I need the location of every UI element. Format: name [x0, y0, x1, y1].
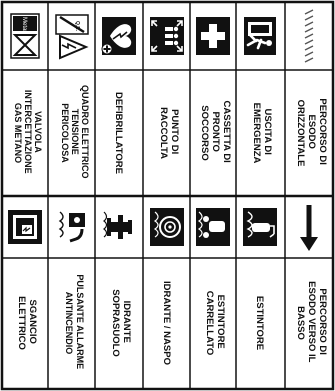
svg-text:Metano: Metano: [21, 17, 27, 38]
label-uscita-emergenza: USCITA DI EMERGENZA: [251, 102, 273, 164]
first-aid-cross-icon: [196, 17, 230, 55]
label-estintore: ESTINTORE: [254, 295, 265, 351]
underground-hydrant-icon: [102, 208, 136, 246]
label-sgancio-elettrico: SGANCIO ELETTRICO: [16, 296, 38, 350]
hatched-line-icon: [305, 10, 313, 62]
label-idrante-soprasuolo: IDRANTE SOPRASUOLO: [110, 289, 132, 357]
gas-valve-icon: [11, 14, 39, 58]
electrical-cutoff-icon: [8, 210, 42, 244]
label-percorso-basso: PERCORSO DI ESODO VERSO IL BASSO: [295, 281, 328, 363]
label-valvola-gas: VALVOLA INTERCETTAZIONE GAS METANO: [13, 89, 43, 174]
arrow-down-icon: [300, 205, 318, 251]
emergency-exit-icon: [244, 17, 276, 55]
label-quadro-elettrico: QUADRO ELETTRICO TENSIONE PERICOLOSA: [60, 84, 90, 179]
label-idrante-naspo: IDRANTE / NASPO: [161, 281, 172, 365]
hose-reel-icon: [150, 208, 184, 246]
wheeled-extinguisher-icon: [196, 208, 230, 246]
label-estintore-carrellato: ESTINTORE CARRELLATO: [204, 290, 226, 356]
svg-text:Q.E.: Q.E.: [74, 21, 80, 32]
label-cassetta-pronto-soccorso: CASSETTA DI PRONTO SOCCORSO: [199, 100, 232, 163]
label-percorso-orizzontale: PERCORSO DI ESODO ORIZZONTALE: [295, 98, 328, 167]
assembly-point-icon: [150, 17, 184, 55]
fire-extinguisher-icon: [243, 208, 277, 246]
label-defibrillatore: DEFIBRILLATORE: [113, 92, 124, 174]
label-punto-raccolta: PUNTO DI RACCOLTA: [158, 107, 180, 159]
fire-alarm-button-icon: [55, 208, 89, 246]
defibrillator-icon: [102, 17, 136, 55]
electrical-panel-warning-icon: [56, 15, 88, 58]
label-pulsante-allarme: PULSANTE ALLARME ANTINCENDIO: [64, 274, 85, 370]
